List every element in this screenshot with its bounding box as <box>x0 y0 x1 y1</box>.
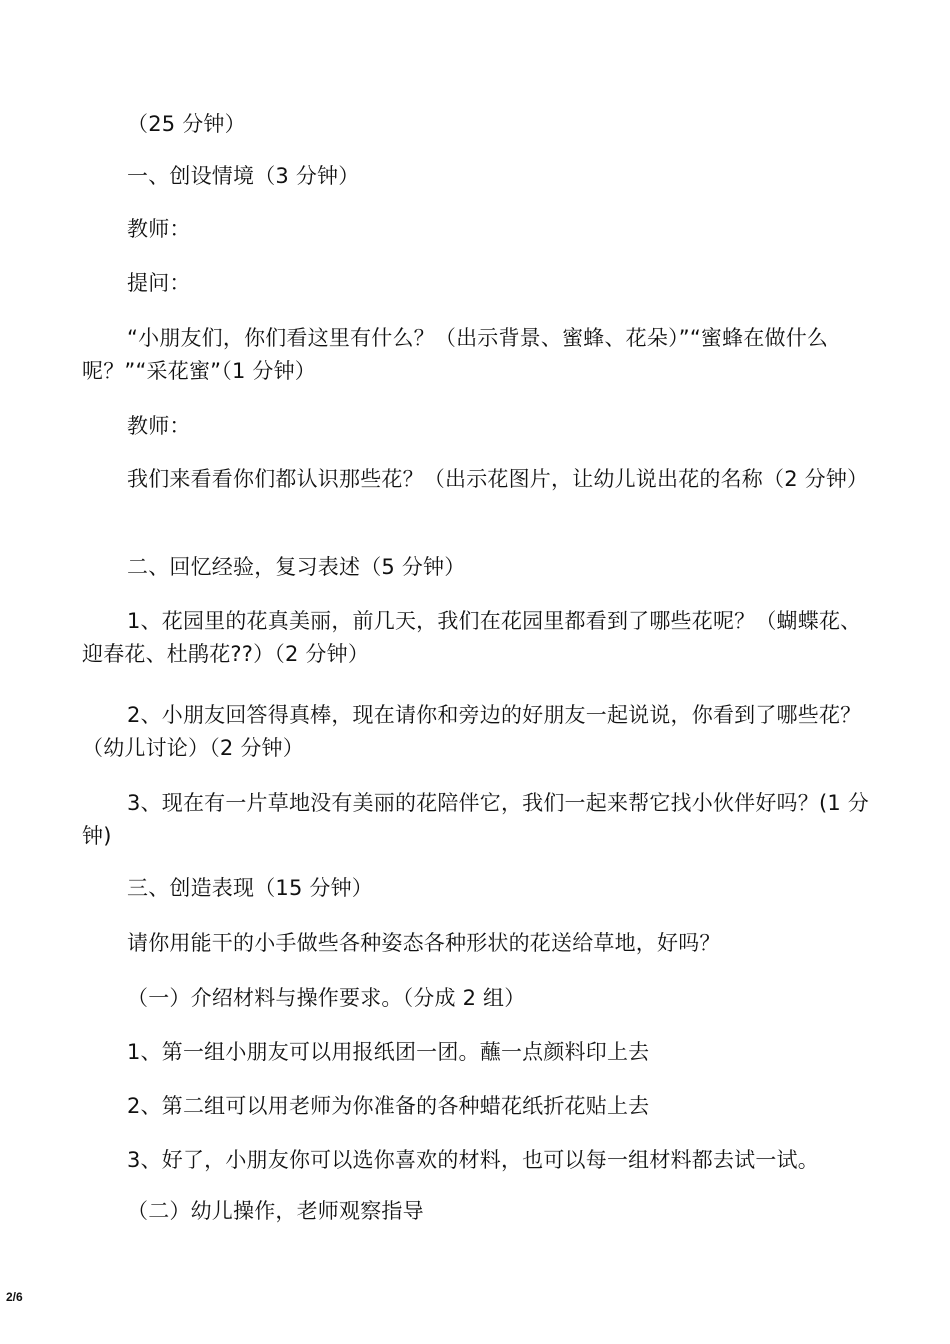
list-item: 1、花园里的花真美丽，前几天，我们在花园里都看到了哪些花呢？（蝴蝶花、迎春花、杜鹃花??）（2 分钟） <box>82 609 862 666</box>
section-heading-2: 二、回忆经验，复习表述（5 分钟） <box>127 555 466 579</box>
list-item: 3、现在有一片草地没有美丽的花陪伴它，我们一起来帮它找小伙伴好吗？(1 分钟) <box>82 791 869 848</box>
list-item: 1、第一组小朋友可以用报纸团一团。蘸一点颜料印上去 <box>127 1040 650 1064</box>
paragraph-teacher-label: 教师： <box>127 414 191 438</box>
section-heading-3: 三、创造表现（15 分钟） <box>127 876 373 900</box>
paragraph-teacher-label: 教师： <box>127 217 191 241</box>
list-item: 2、小朋友回答得真棒，现在请你和旁边的好朋友一起说说，你看到了哪些花？（幼儿讨论）（2 分钟） <box>82 703 862 760</box>
paragraph-question-label: 提问： <box>127 271 191 295</box>
paragraph-duration: （25 分钟） <box>127 112 246 136</box>
list-item: 2、第二组可以用老师为你准备的各种蜡花纸折花贴上去 <box>127 1094 650 1118</box>
subsection-heading-2: （二）幼儿操作，老师观察指导 <box>127 1199 424 1223</box>
paragraph-instruction: 请你用能干的小手做些各种姿态各种形状的花送给草地，好吗？ <box>127 931 721 955</box>
page-number: 2/6 <box>6 1290 23 1304</box>
section-heading-1: 一、创设情境（3 分钟） <box>127 164 360 188</box>
list-item: 3、好了，小朋友你可以选你喜欢的材料，也可以每一组材料都去试一试。 <box>127 1148 819 1172</box>
paragraph-flower-names: 我们来看看你们都认识那些花？（出示花图片，让幼儿说出花的名称（2 分钟） <box>127 467 869 491</box>
paragraph-question-text: “小朋友们，你们看这里有什么？（出示背景、蜜蜂、花朵）”“蜜蜂在做什么呢？”“采花蜜”（1 分钟） <box>82 326 829 383</box>
subsection-heading-1: （一）介绍材料与操作要求。（分成 2 组） <box>127 986 526 1010</box>
